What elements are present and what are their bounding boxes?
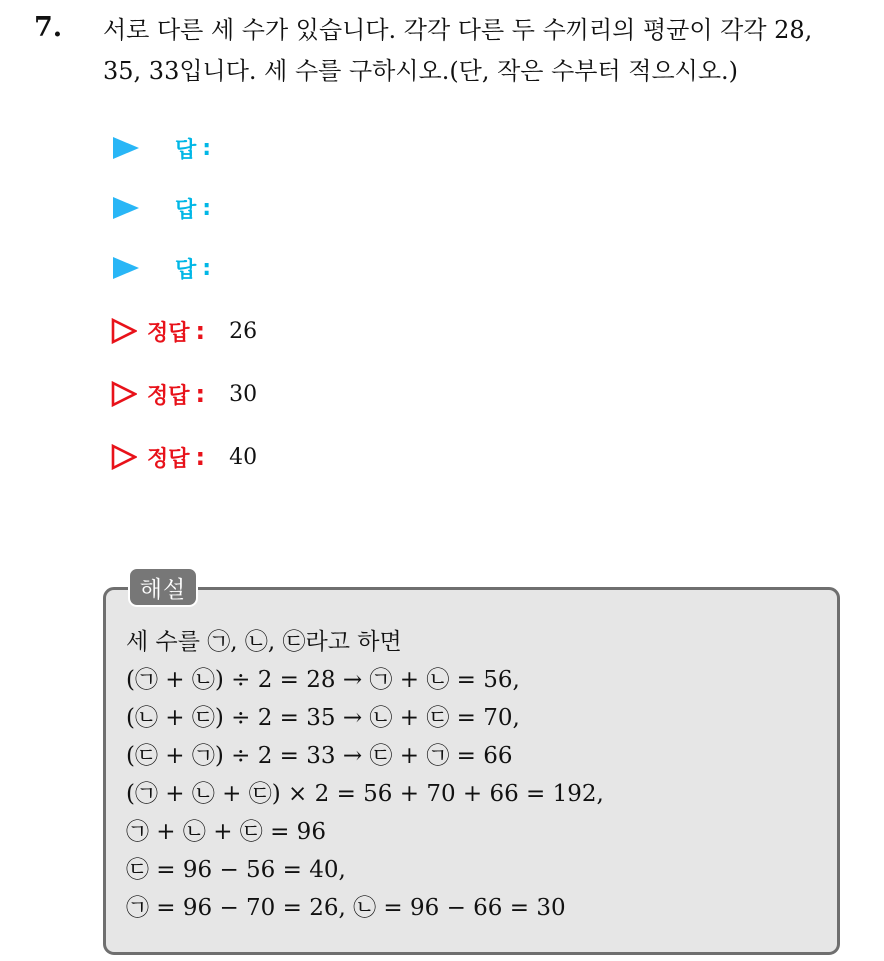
answer-colon: : [202, 135, 212, 161]
correct-colon: : [195, 443, 206, 471]
explanation-line: ㉢ = 96 − 56 = 40, [126, 857, 346, 883]
answer-row-3 [111, 251, 211, 285]
answer-label: 답 [175, 137, 197, 163]
answer-colon: : [202, 195, 212, 221]
explanation-line: 세 수를 ㉠, ㉡, ㉢라고 하면 [126, 629, 402, 655]
question-line: 서로 다른 세 수가 있습니다. 각각 다른 두 수끼리의 평균이 각각 28, [103, 16, 813, 44]
outline-triangle-icon [111, 444, 137, 470]
explanation-line: (㉠ + ㉡) ÷ 2 = 28 → ㉠ + ㉡ = 56, [126, 667, 520, 693]
correct-value: 30 [229, 381, 258, 407]
correct-value: 26 [229, 318, 258, 344]
play-triangle-icon [113, 197, 139, 219]
outline-triangle-icon [111, 381, 137, 407]
answer-row-1 [111, 131, 211, 165]
play-triangle-icon [113, 257, 139, 279]
play-triangle-icon [113, 137, 139, 159]
correct-value: 40 [229, 444, 258, 470]
answer-label: 답 [175, 257, 197, 283]
answer-label: 답 [175, 197, 197, 223]
correct-label: 정답 [147, 446, 190, 472]
explanation-line: (㉡ + ㉢) ÷ 2 = 35 → ㉡ + ㉢ = 70, [126, 705, 520, 731]
correct-label: 정답 [147, 383, 190, 409]
correct-colon: : [195, 317, 206, 345]
correct-colon: : [195, 380, 206, 408]
question-line: 35, 33입니다. 세 수를 구하시오.(단, 작은 수부터 적으시오.) [103, 57, 739, 85]
explanation-line: (㉢ + ㉠) ÷ 2 = 33 → ㉢ + ㉠ = 66 [126, 743, 513, 769]
question-text [103, 10, 873, 92]
explanation-line: ㉠ + ㉡ + ㉢ = 96 [126, 819, 326, 845]
correct-row-3 [111, 440, 257, 474]
correct-label: 정답 [147, 320, 190, 346]
answer-row-2 [111, 191, 211, 225]
correct-row-1 [111, 314, 257, 348]
explanation-line: (㉠ + ㉡ + ㉢) × 2 = 56 + 70 + 66 = 192, [126, 781, 604, 807]
correct-row-2 [111, 377, 257, 411]
answer-colon: : [202, 255, 212, 281]
explanation-line: ㉠ = 96 − 70 = 26, ㉡ = 96 − 66 = 30 [126, 895, 566, 921]
explanation-tab: 해설 [128, 567, 198, 607]
question-number: 7. [34, 12, 63, 43]
outline-triangle-icon [111, 318, 137, 344]
explanation-text [126, 623, 604, 927]
